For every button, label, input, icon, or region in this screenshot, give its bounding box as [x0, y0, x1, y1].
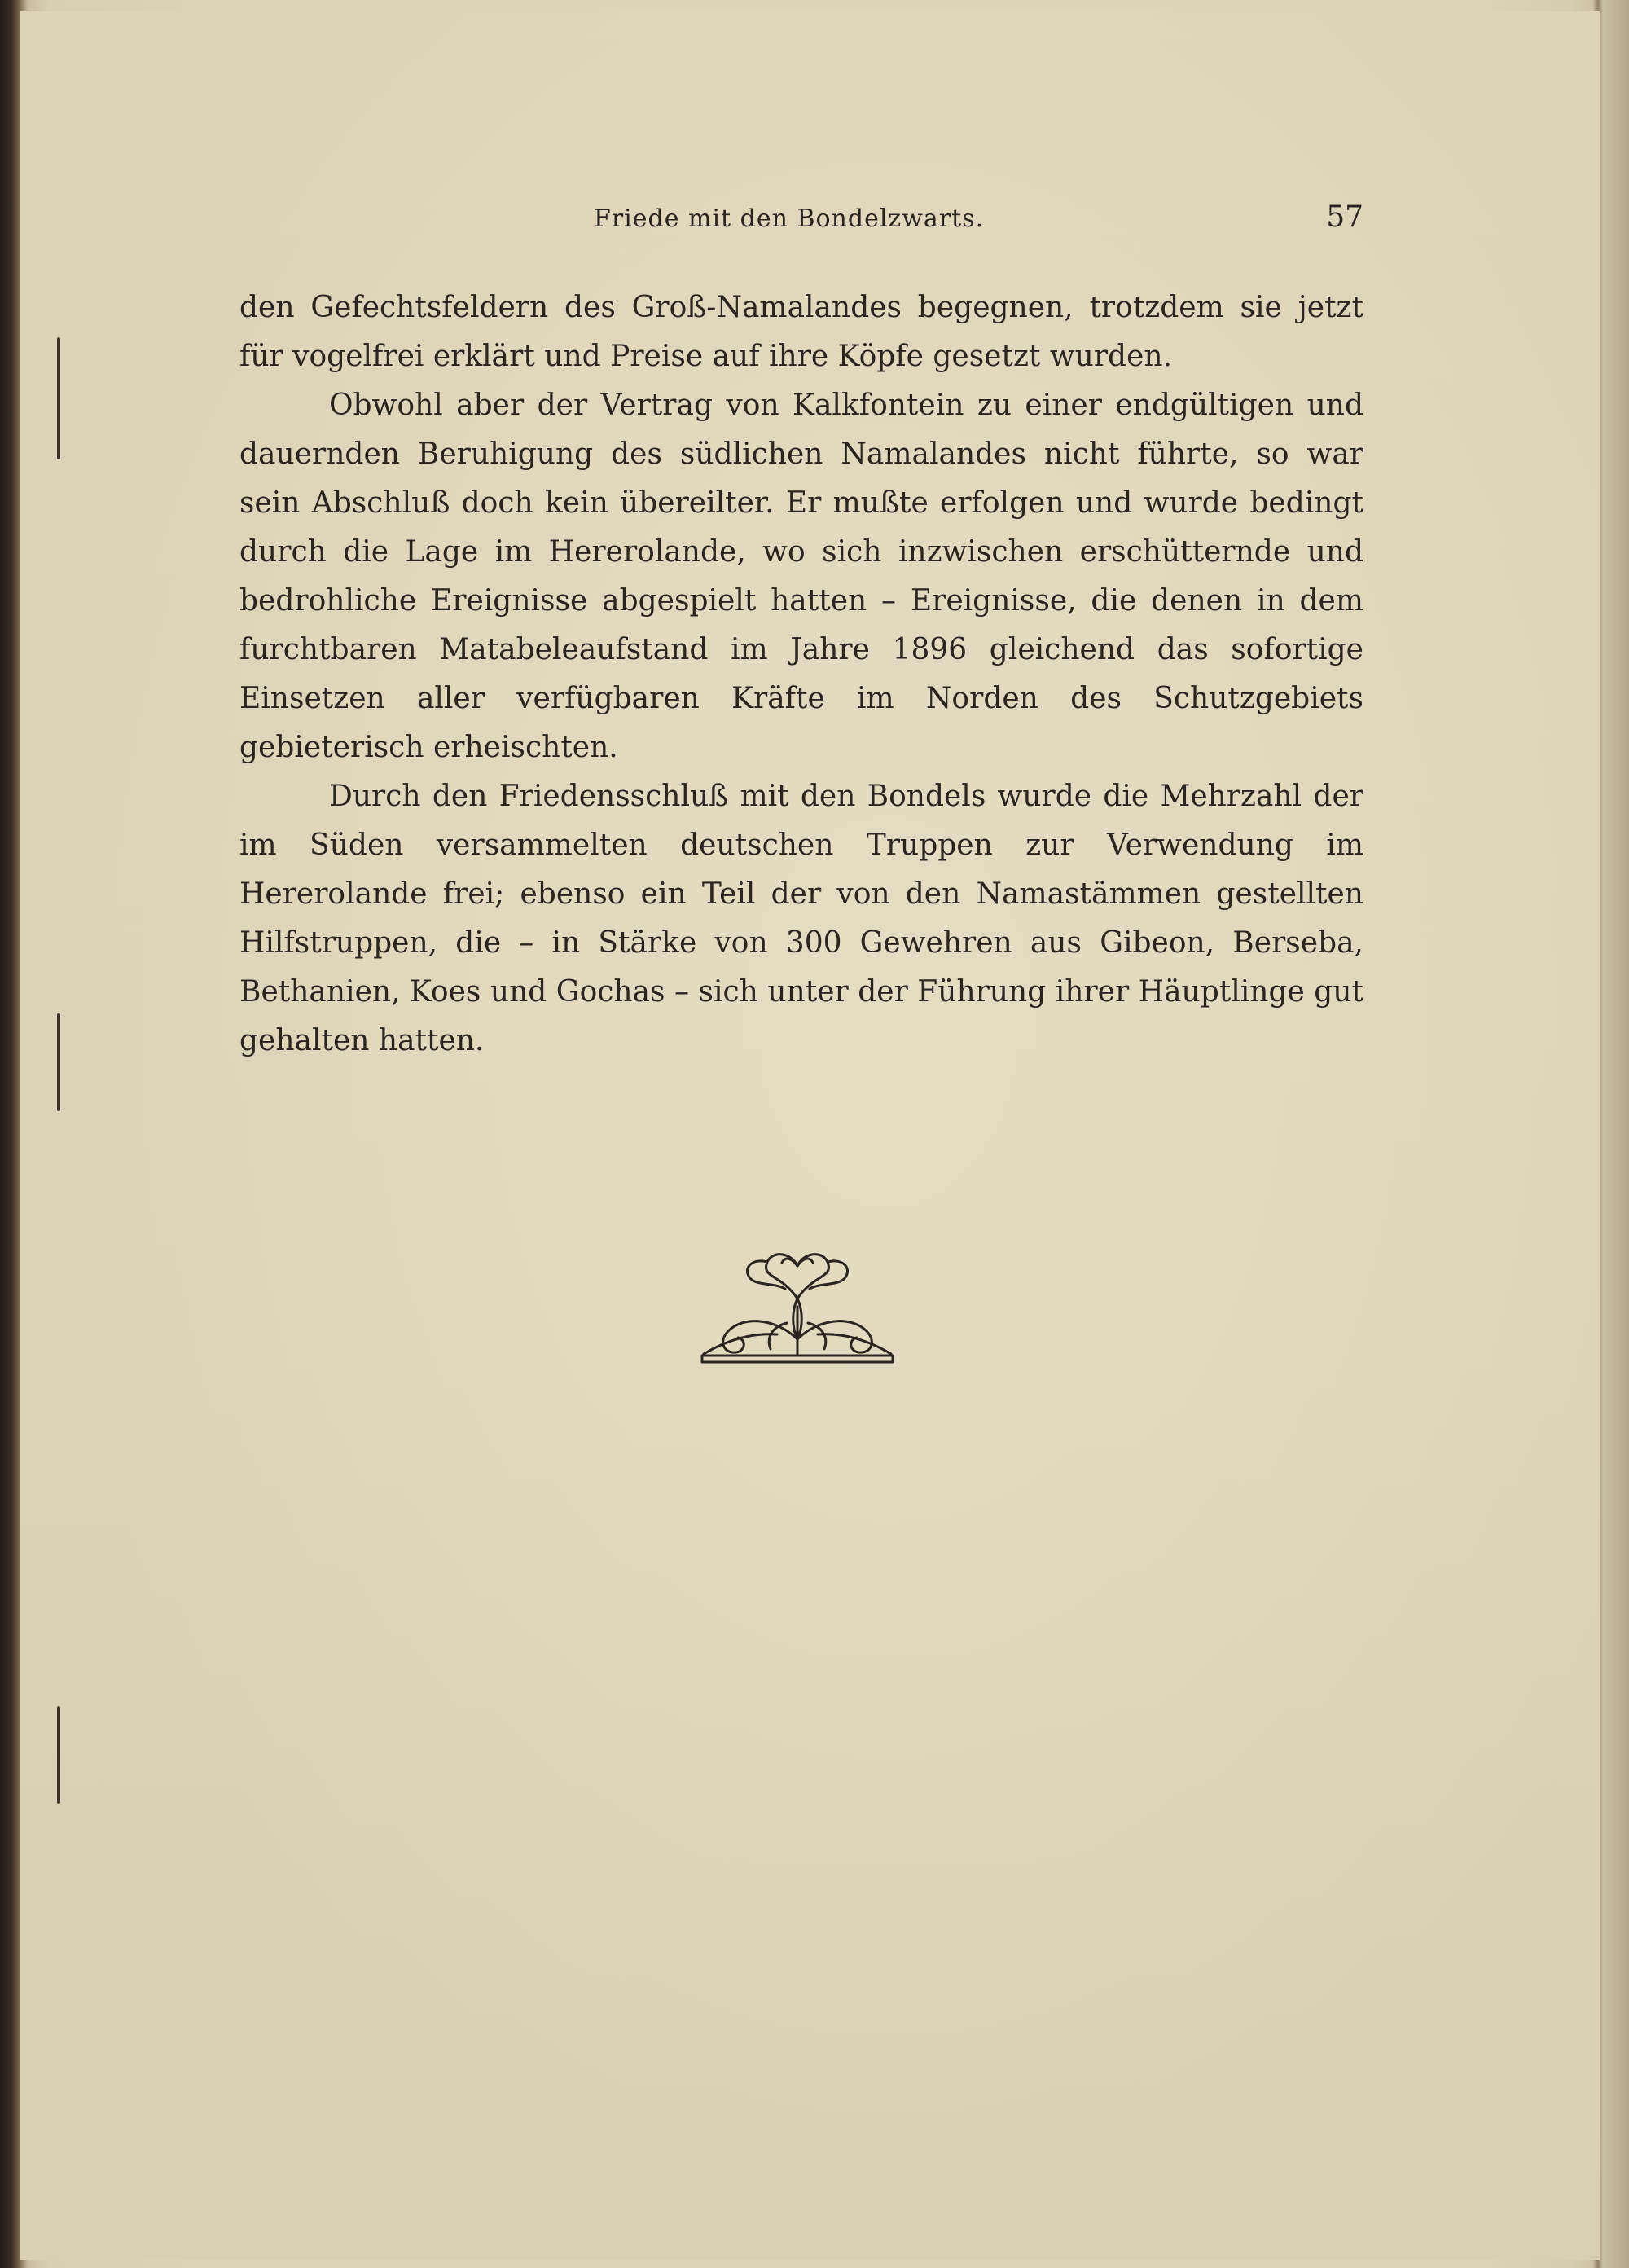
binding-thread-mark	[57, 1706, 60, 1804]
body-text	[239, 284, 1363, 1066]
paragraph: Durch den Friedensschluß mit den Bondels wurde die Mehrzahl der im Süden versammelten deutschen Truppen zur Verwendung im Hererolande frei; ebenso ein Teil der von den Namastämmen gestellten Hilfstruppen, die – in Stärke von 300 Gewehren aus Gibeon, Berseba, Bethanien, Koes und Gochas – sich unter der Führung ihrer Häuptlinge gut gehalten hatten.	[239, 780, 1363, 1057]
running-head	[264, 200, 1363, 234]
paragraph-continued: den Gefechtsfeldern des Groß-Namalandes begegnen, trotzdem sie jetzt für vogelfrei erklärt und Preise auf ihre Köpfe gesetzt wurden.	[239, 291, 1363, 373]
paragraph: Obwohl aber der Vertrag von Kalkfontein zu einer endgültigen und dauernden Beruhigung des südlichen Namalandes nicht führte, so war sein Abschluß doch kein übereilter. Er mußte erfolgen und wurde bedingt durch die Lage im Hererolande, wo sich inzwischen erschütternde und bedrohliche Ereignisse abgespielt hatten – Ereignisse, die denen in dem furchtbaren Matabeleaufstand im Jahre 1896 gleichend das sofortige Einsetzen aller verfügbaren Kräfte im Norden des Schutzgebiets gebieterisch erheischten.	[239, 389, 1363, 764]
binding-thread-mark	[57, 337, 60, 459]
page-number: 57	[1326, 200, 1363, 234]
running-title: Friede mit den Bondelzwarts.	[594, 204, 985, 233]
book-page	[20, 11, 1600, 2260]
binding-thread-mark	[57, 1013, 60, 1111]
floral-vignette-icon	[696, 1242, 899, 1372]
